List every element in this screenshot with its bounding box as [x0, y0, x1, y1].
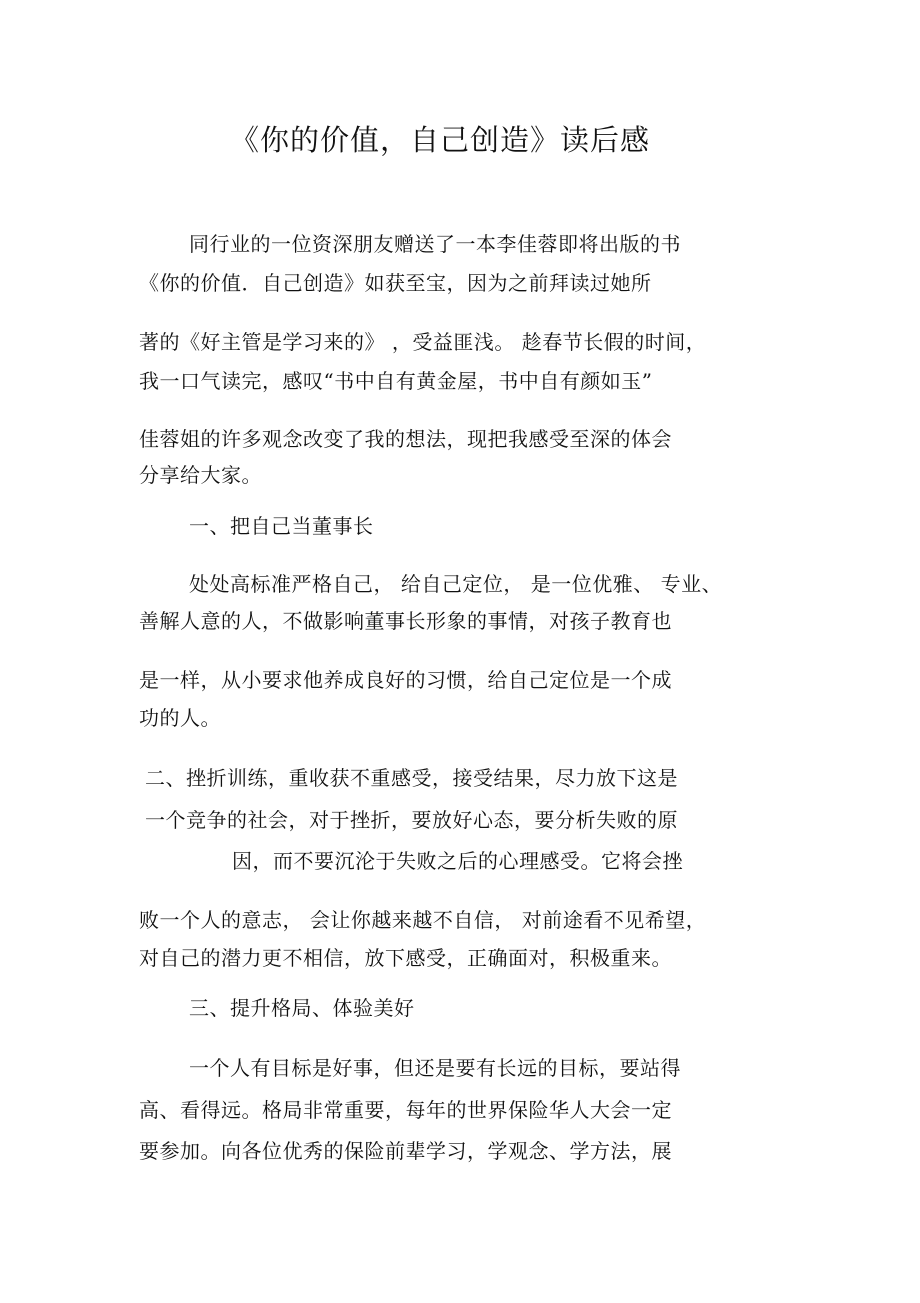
paragraph-line: 一个人有目标是好事，但还是要有长远的目标，要站得 — [189, 1056, 681, 1080]
paragraph-line: 《你的价值．自己创造》如获至宝，因为之前拜读过她所 — [139, 271, 652, 295]
paragraph-line: 佳蓉姐的许多观念改变了我的想法，现把我感受至深的体会 — [139, 427, 672, 451]
section-heading: 一、把自己当董事长 — [189, 514, 374, 538]
paragraph-line: 要参加。向各位优秀的保险前辈学习，学观念、学方法，展 — [139, 1139, 672, 1163]
paragraph-line: 同行业的一位资深朋友赠送了一本李佳蓉即将出版的书 — [189, 232, 681, 256]
section-heading: 二、挫折训练，重收获不重感受，接受结果，尽力放下这是 — [145, 766, 678, 790]
paragraph-line: 著的《好主管是学习来的》 ，受益匪浅。 趁春节长假的时间， — [139, 330, 707, 354]
document-title: 《你的价值，自己创造》读后感 — [229, 123, 650, 157]
paragraph-line: 因，而不要沉沦于失败之后的心理感受。它将会挫 — [232, 849, 683, 873]
paragraph-line: 处处高标准严格自己， 给自己定位， 是一位优雅、 专业、 — [189, 572, 723, 596]
paragraph-line: 善解人意的人，不做影响董事长形象的事情，对孩子教育也 — [139, 609, 672, 633]
paragraph-line: 我一口气读完，感叹“书中自有黄金屋，书中自有颜如玉” — [139, 369, 653, 393]
paragraph-line: 功的人。 — [139, 706, 221, 730]
paragraph-line: 一个竞争的社会，对于挫折，要放好心态，要分析失败的原 — [145, 808, 678, 832]
paragraph-line: 是一样，从小要求他养成良好的习惯，给自己定位是一个成 — [139, 668, 672, 692]
section-heading: 三、提升格局、体验美好 — [189, 996, 415, 1020]
paragraph-line: 高、看得远。格局非常重要，每年的世界保险华人大会一定 — [139, 1098, 672, 1122]
paragraph-line: 败一个人的意志， 会让你越来越不自信， 对前途看不见希望， — [139, 908, 707, 932]
paragraph-line: 分享给大家。 — [139, 463, 262, 487]
paragraph-line: 对自己的潜力更不相信，放下感受，正确面对，积极重来。 — [139, 946, 672, 970]
